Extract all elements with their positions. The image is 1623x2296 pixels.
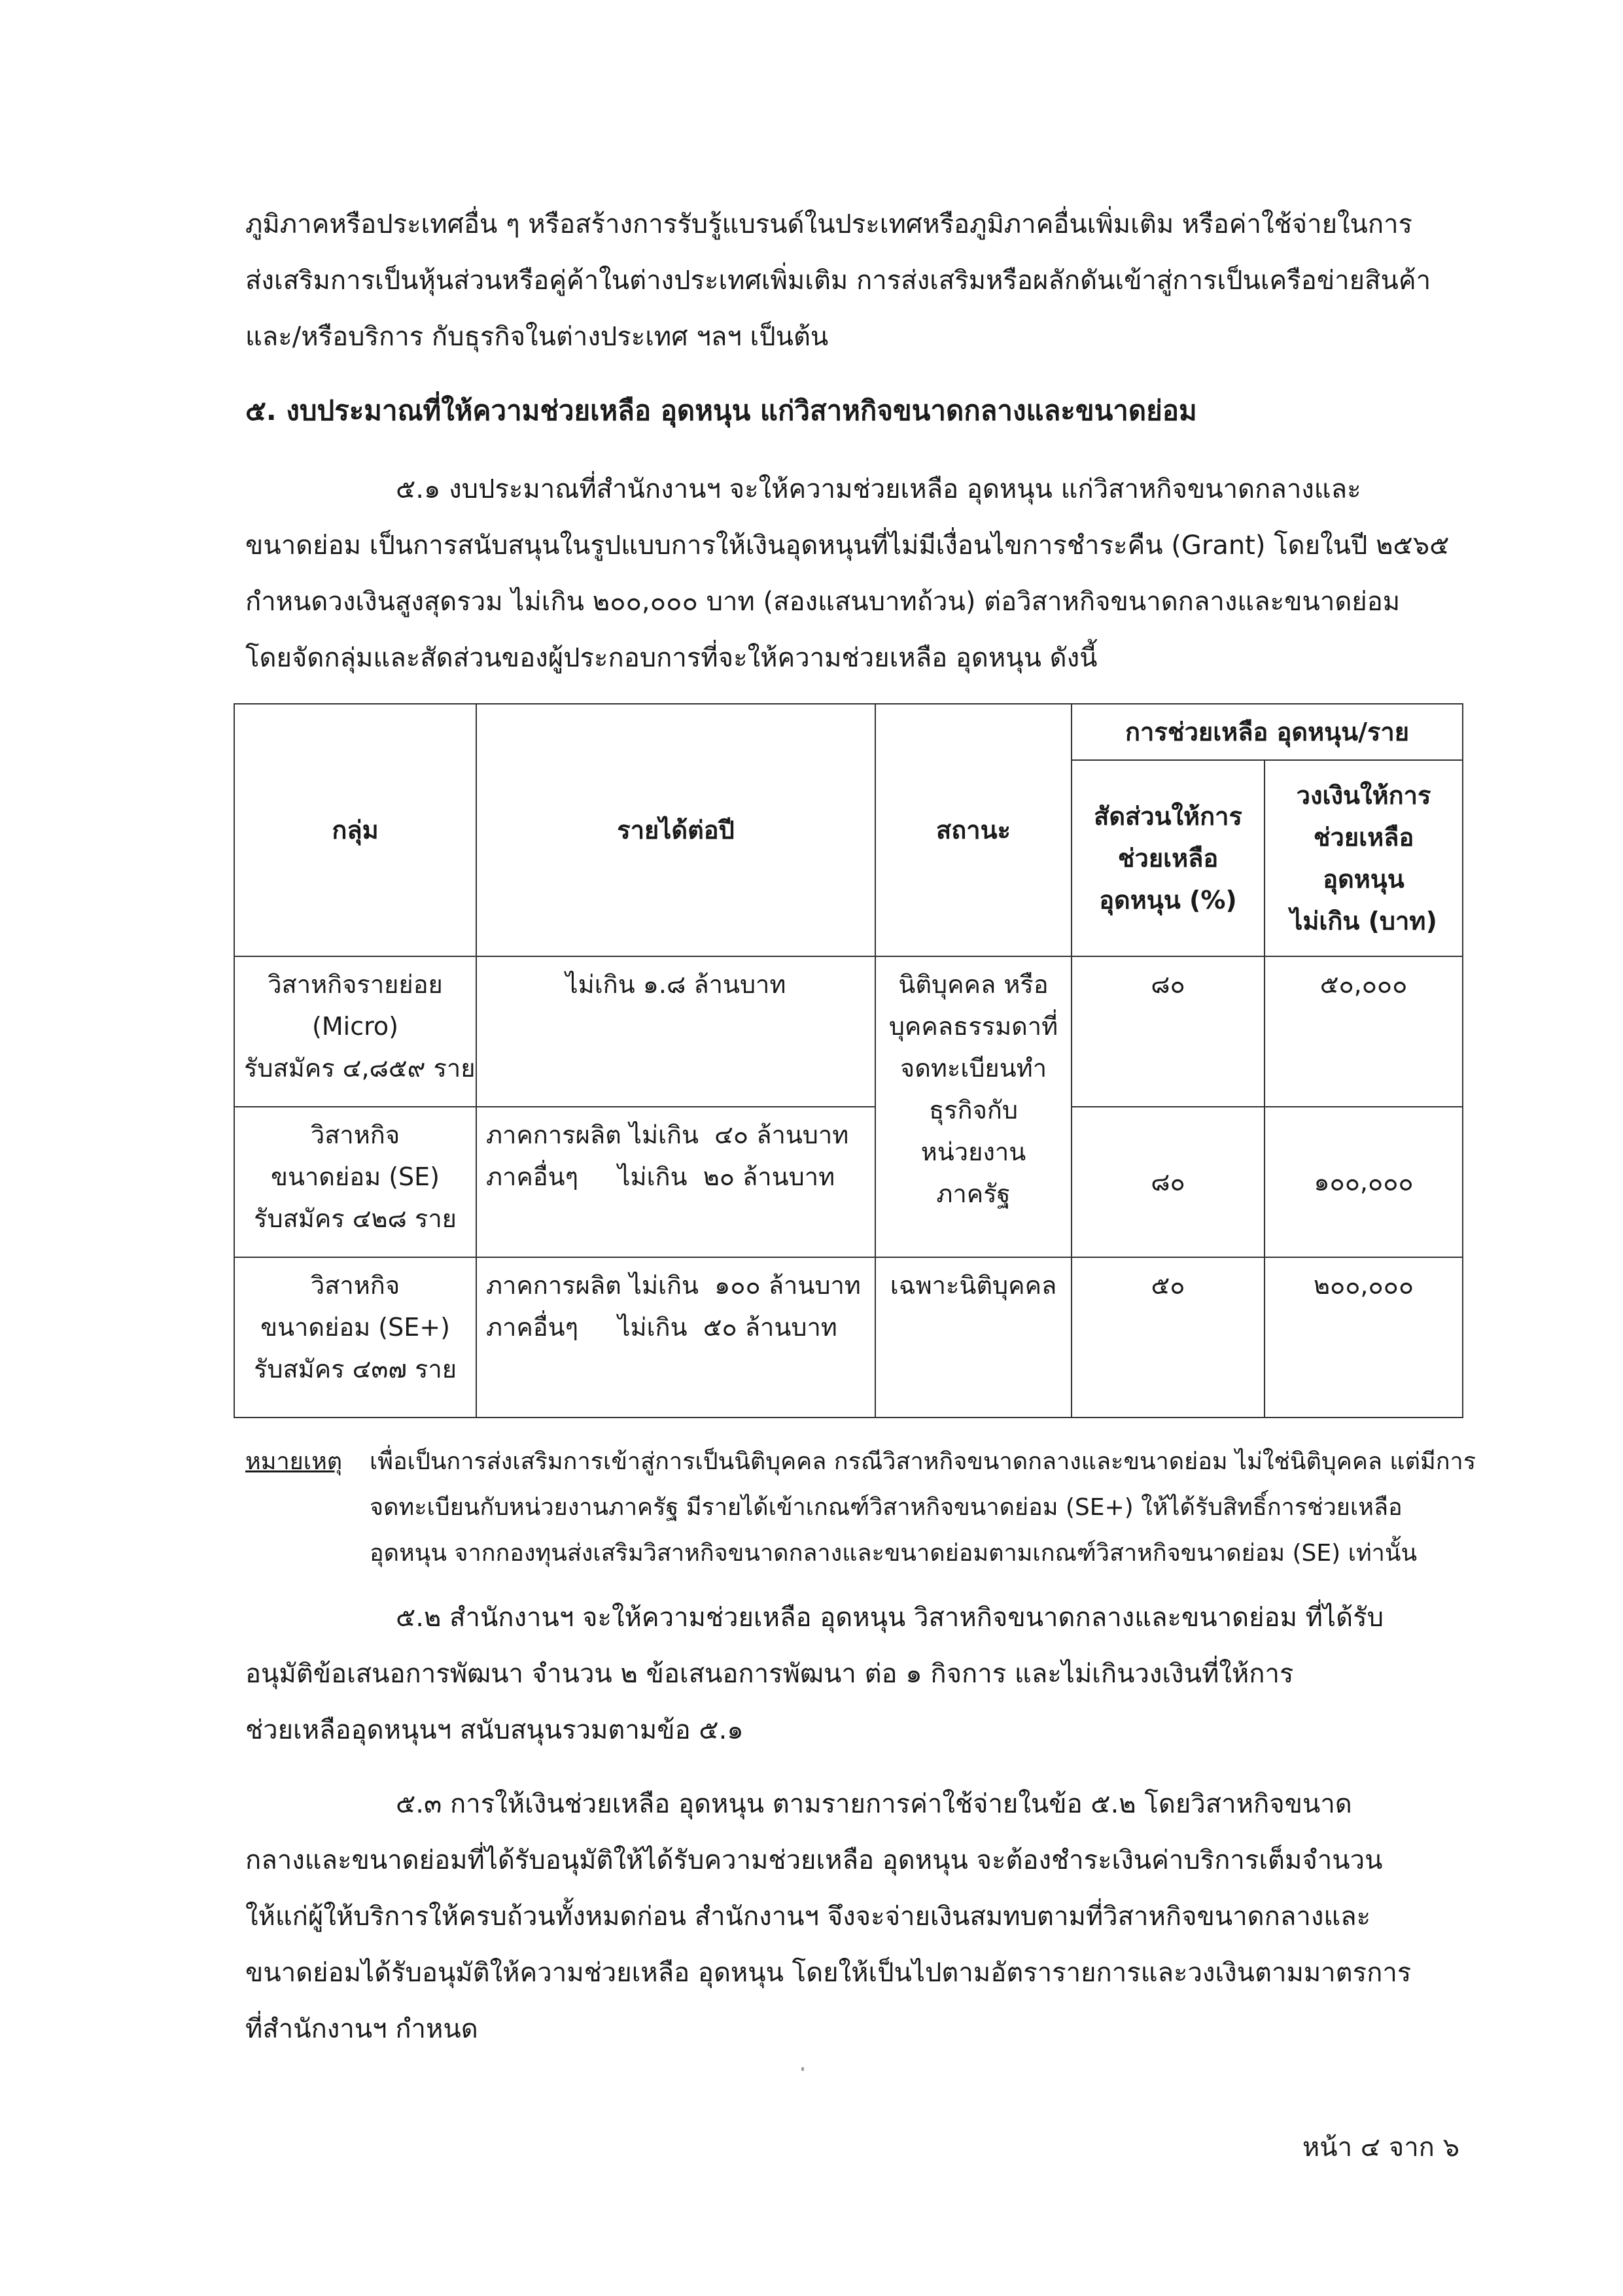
- paragraph-line: ให้แก่ผู้ให้บริการให้ครบถ้วนทั้งหมดก่อน สำนักงานฯ จึงจะจ่ายเงินสมทบตามที่วิสาหกิจขนาดกลางและ: [245, 1902, 1371, 1932]
- paragraph-line: กลางและขนาดย่อมที่ได้รับอนุมัติให้ได้รับความช่วยเหลือ อุดหนุน จะต้องชำระเงินค่าบริการเต็มจำนวน: [245, 1845, 1383, 1875]
- intro-paragraph: [245, 196, 1452, 365]
- paragraph-line: ๕.๒ สำนักงานฯ จะให้ความช่วยเหลือ อุดหนุน วิสาหกิจขนาดกลางและขนาดย่อม ที่ได้รับ: [396, 1603, 1384, 1633]
- cell-income: ภาคการผลิต ไม่เกิน ๔๐ ล้านบาท ภาคอื่นๆ ไม่เกิน ๒๐ ล้านบาท: [476, 1107, 875, 1257]
- table-row: [234, 1257, 1463, 1418]
- cell-amount: ๑๐๐,๐๐๐: [1265, 1107, 1463, 1257]
- scan-speck: [801, 2067, 804, 2071]
- header-amount: วงเงินให้การ ช่วยเหลือ อุดหนุน ไม่เกิน (บาท): [1265, 760, 1463, 956]
- table-row: [234, 956, 1463, 1107]
- cell-income: ไม่เกิน ๑.๘ ล้านบาท: [476, 956, 875, 1107]
- cell-group: วิสาหกิจรายย่อย (Micro) รับสมัคร ๔,๘๕๙ ราย: [234, 956, 476, 1107]
- paragraph-line: กำหนดวงเงินสูงสุดรวม ไม่เกิน ๒๐๐,๐๐๐ บาท (สองแสนบาทถ้วน) ต่อวิสาหกิจขนาดกลางและขนาดย่อม: [245, 587, 1401, 617]
- cell-ratio: ๘๐: [1072, 1107, 1265, 1257]
- header-ratio: สัดส่วนให้การ ช่วยเหลือ อุดหนุน (%): [1072, 760, 1265, 956]
- note-label: หมายเหตุ: [245, 1448, 343, 1475]
- paragraph-line: โดยจัดกลุ่มและสัดส่วนของผู้ประกอบการที่จะให้ความช่วยเหลือ อุดหนุน ดังนี้: [245, 643, 1098, 673]
- header-support: การช่วยเหลือ อุดหนุน/ราย: [1072, 704, 1463, 760]
- header-status: สถานะ: [875, 704, 1072, 956]
- cell-status: เฉพาะนิติบุคคล: [875, 1257, 1072, 1418]
- paragraph-5-2: [245, 1590, 1452, 1758]
- paragraph-line: ที่สำนักงานฯ กำหนด: [245, 2014, 478, 2044]
- intro-line: และ/หรือบริการ กับธุรกิจในต่างประเทศ ฯลฯ เป็นต้น: [245, 322, 829, 352]
- cell-group: วิสาหกิจ ขนาดย่อม (SE+) รับสมัคร ๔๓๗ ราย: [234, 1257, 476, 1418]
- paragraph-line: ช่วยเหลืออุดหนุนฯ สนับสนุนรวมตามข้อ ๕.๑: [245, 1715, 744, 1745]
- note-body: [370, 1439, 1476, 1576]
- intro-line: ภูมิภาคหรือประเทศอื่น ๆ หรือสร้างการรับรู้แบรนด์ในประเทศหรือภูมิภาคอื่นเพิ่มเติม หรือค่าใช้จ่ายในการ: [245, 209, 1413, 239]
- cell-ratio: ๕๐: [1072, 1257, 1265, 1418]
- header-income: รายได้ต่อปี: [476, 704, 875, 956]
- grant-table: [234, 703, 1463, 1418]
- note-line: เพื่อเป็นการส่งเสริมการเข้าสู่การเป็นนิติบุคคล กรณีวิสาหกิจขนาดกลางและขนาดย่อม ไม่ใช่นิติบุคคล แต่มีการ: [370, 1448, 1476, 1475]
- paragraph-line: อนุมัติข้อเสนอการพัฒนา จำนวน ๒ ข้อเสนอการพัฒนา ต่อ ๑ กิจการ และไม่เกินวงเงินที่ให้การ: [245, 1659, 1294, 1689]
- cell-amount: ๕๐,๐๐๐: [1265, 956, 1463, 1107]
- cell-ratio: ๘๐: [1072, 956, 1265, 1107]
- header-group: กลุ่ม: [234, 704, 476, 956]
- paragraph-line: ๕.๑ งบประมาณที่สำนักงานฯ จะให้ความช่วยเหลือ อุดหนุน แก่วิสาหกิจขนาดกลางและ: [396, 474, 1361, 504]
- paragraph-line: ขนาดย่อมได้รับอนุมัติให้ความช่วยเหลือ อุดหนุน โดยให้เป็นไปตามอัตรารายการและวงเงินตามมาตรการ: [245, 1958, 1412, 1988]
- paragraph-line: ขนาดย่อม เป็นการสนับสนุนในรูปแบบการให้เงินอุดหนุนที่ไม่มีเงื่อนไขการชำระคืน (Grant) โดยในปี ๒๕๖๕: [245, 531, 1450, 561]
- paragraph-line: ๕.๓ การให้เงินช่วยเหลือ อุดหนุน ตามรายการค่าใช้จ่ายในข้อ ๕.๒ โดยวิสาหกิจขนาด: [396, 1789, 1352, 1819]
- page-number: หน้า ๔ จาก ๖: [1302, 2132, 1459, 2163]
- cell-amount: ๒๐๐,๐๐๐: [1265, 1257, 1463, 1418]
- note-line: อุดหนุน จากกองทุนส่งเสริมวิสาหกิจขนาดกลางและขนาดย่อมตามเกณฑ์วิสาหกิจขนาดย่อม (SE) เท่านั้น: [370, 1540, 1418, 1567]
- section-5-heading: ๕. งบประมาณที่ให้ความช่วยเหลือ อุดหนุน แก่วิสาหกิจขนาดกลางและขนาดย่อม: [245, 394, 1197, 426]
- note-line: จดทะเบียนกับหน่วยงานภาครัฐ มีรายได้เข้าเกณฑ์วิสาหกิจขนาดย่อม (SE+) ให้ได้รับสิทธิ์การช่วยเหลือ: [370, 1494, 1403, 1521]
- paragraph-5-3: [245, 1776, 1452, 2057]
- cell-income: ภาคการผลิต ไม่เกิน ๑๐๐ ล้านบาท ภาคอื่นๆ ไม่เกิน ๕๐ ล้านบาท: [476, 1257, 875, 1418]
- cell-group: วิสาหกิจ ขนาดย่อม (SE) รับสมัคร ๔๒๘ ราย: [234, 1107, 476, 1257]
- paragraph-5-1: [245, 461, 1452, 686]
- cell-status: นิติบุคคล หรือ บุคคลธรรมดาที่ จดทะเบียนทำ ธุรกิจกับ หน่วยงาน ภาครัฐ: [875, 956, 1072, 1257]
- intro-line: ส่งเสริมการเป็นหุ้นส่วนหรือคู่ค้าในต่างประเทศเพิ่มเติม การส่งเสริมหรือผลักดันเข้าสู่การเป็นเครือข่ายสินค้า: [245, 266, 1431, 296]
- table-row: [234, 1107, 1463, 1257]
